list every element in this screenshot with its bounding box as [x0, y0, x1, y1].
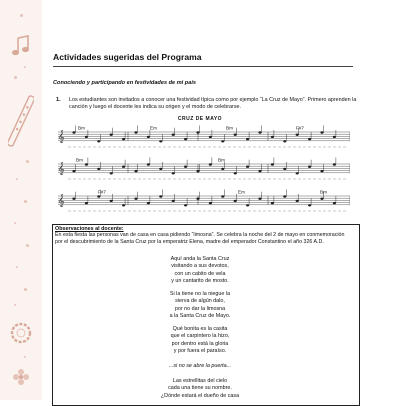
chord-labels — [76, 126, 327, 195]
poem-line: Qué bonita es la casita — [172, 326, 228, 332]
poem-line: visitando a sus devotos, — [171, 263, 229, 270]
note-head — [320, 170, 323, 172]
decor-dot — [24, 200, 27, 203]
note-head — [296, 172, 299, 174]
note-head — [333, 163, 336, 165]
poem-stanza-2 — [0, 291, 400, 321]
note-head — [271, 136, 274, 138]
note-head — [209, 163, 212, 165]
chord-label: Bm — [76, 157, 83, 163]
note-head — [159, 168, 162, 170]
note-head — [196, 131, 199, 133]
note-head — [72, 170, 75, 172]
poem-line: por dentro está la gloria — [171, 340, 229, 347]
note-head — [221, 140, 224, 142]
treble-clef-icon: 𝄞 — [58, 194, 65, 207]
decor-dot — [16, 178, 18, 180]
note-head — [110, 200, 113, 202]
chord-label: Em — [238, 189, 245, 195]
note-head — [283, 140, 286, 142]
poem-line: a la Santa Cruz de Mayo. — [169, 313, 231, 320]
note-head — [308, 204, 311, 206]
note-head — [134, 170, 137, 172]
decor-dot — [26, 244, 29, 247]
note-head — [97, 140, 100, 142]
song-title: CRUZ DE MAYO — [177, 116, 223, 122]
note-head — [271, 163, 274, 165]
note-head — [209, 136, 212, 138]
poem-line: con un cabito de vela — [174, 270, 226, 277]
section-subtitle: Conociendo y participando en festividades de mi país — [53, 80, 196, 86]
note-head — [122, 166, 125, 168]
chord-label: F#7 — [296, 125, 304, 131]
note-head — [184, 138, 187, 140]
treble-clef-icon: 𝄞 — [58, 162, 65, 175]
chord-label: Bm — [226, 125, 233, 131]
title-divider — [53, 66, 353, 67]
note-head — [134, 131, 137, 133]
note-head — [234, 172, 237, 174]
poem-line: que el carpintero la hizo, — [170, 333, 230, 340]
poem-line: Si la tiene no la niegue la — [169, 291, 231, 297]
chord-label: F#7 — [98, 189, 106, 195]
chord-label: Bm — [218, 157, 225, 163]
poem-line: Aquí anda la Santa Cruz — [170, 256, 230, 262]
note-head — [283, 195, 286, 197]
note-head — [246, 166, 249, 168]
chord-label: Bm — [78, 125, 85, 131]
note-head — [85, 136, 88, 138]
note-head — [147, 202, 150, 204]
note-head — [308, 138, 311, 140]
chord-label: Bm — [320, 189, 327, 195]
note-head — [258, 131, 261, 133]
note-head — [196, 198, 199, 200]
poem-line: por no dar la limosna — [174, 305, 226, 312]
note-head — [159, 140, 162, 142]
note-head — [184, 204, 187, 206]
chord-label: Em — [150, 125, 157, 131]
decor-dot — [26, 160, 29, 163]
page-title: Actividades sugeridas del Programa — [53, 52, 202, 62]
decor-dot — [14, 222, 16, 224]
note-head — [85, 163, 88, 165]
item-text: Los estudiantes son invitados a conocer una festividad típica como por ejemplo “La Cruz de Mayo”. Primero aprenden la canción y luego el docente les indica su origen y el modo de celebrarse. — [69, 97, 357, 110]
observations-heading: Observaciones al docente: — [55, 226, 124, 232]
note-head — [85, 202, 88, 204]
note-head — [308, 166, 311, 168]
poem-line: y un cantarito de mosto. — [171, 278, 229, 285]
staves — [58, 126, 350, 212]
note-head — [147, 163, 150, 165]
note-head — [333, 136, 336, 138]
poem-line: Las estrellitas del cielo — [172, 378, 228, 384]
poem-stanza-5 — [0, 378, 400, 400]
note-head — [110, 134, 113, 136]
decor-dot — [24, 66, 26, 68]
note-head — [97, 195, 100, 197]
note-head — [196, 170, 199, 172]
note-head — [209, 202, 212, 204]
note-head — [271, 202, 274, 204]
note-head — [122, 138, 125, 140]
treble-clef-icon: 𝄞 — [58, 130, 65, 143]
note-head — [296, 200, 299, 202]
note-head — [234, 200, 237, 202]
note-head — [172, 200, 175, 202]
note-head — [246, 204, 249, 206]
decor-dot — [24, 356, 26, 358]
note-head — [159, 195, 162, 197]
note-head — [283, 168, 286, 170]
note-head — [110, 172, 113, 174]
note-head — [172, 172, 175, 174]
poem-line: sierva de algún dalo, — [175, 298, 225, 305]
note-head — [184, 166, 187, 168]
decor-dot — [20, 14, 23, 17]
note-head — [147, 136, 150, 138]
note-head — [122, 204, 125, 206]
note-head — [333, 202, 336, 204]
poem-stanza-1 — [0, 256, 400, 286]
music-score — [58, 124, 350, 220]
note-head — [72, 131, 75, 133]
note-head — [134, 198, 137, 200]
poem-line: y por fuera el paraíso. — [173, 348, 227, 355]
note-head — [234, 134, 237, 136]
item-number: 1. — [56, 97, 61, 103]
note-head — [246, 138, 249, 140]
music-note-icon — [10, 34, 32, 58]
note-head — [258, 198, 261, 200]
poem-line: ...si no se abre la puerta... — [168, 363, 232, 369]
note-head — [72, 198, 75, 200]
note-head — [221, 195, 224, 197]
note-head — [320, 198, 323, 200]
note-head — [296, 134, 299, 136]
poem-line: cada una tiene su nombre. — [168, 385, 232, 392]
observations-text: En esta fiesta las personas van de casa en casa pidiendo “limosna”. Se celebra la noche del 2 de mayo en conmemoración por el descubrimiento de la Santa Cruz por la emperatriz Elena, madre del emperador Constantino el año 326 A.D. — [55, 232, 345, 246]
note-head — [97, 168, 100, 170]
note-head — [258, 170, 261, 172]
decor-dot — [14, 76, 17, 79]
poem-stanza-3 — [0, 326, 400, 356]
note-head — [320, 131, 323, 133]
poem-line: ¿Dónde estará el dueño de casa — [160, 392, 240, 399]
poem-stanza-4 — [0, 363, 400, 370]
note-head — [172, 134, 175, 136]
note-head — [221, 168, 224, 170]
